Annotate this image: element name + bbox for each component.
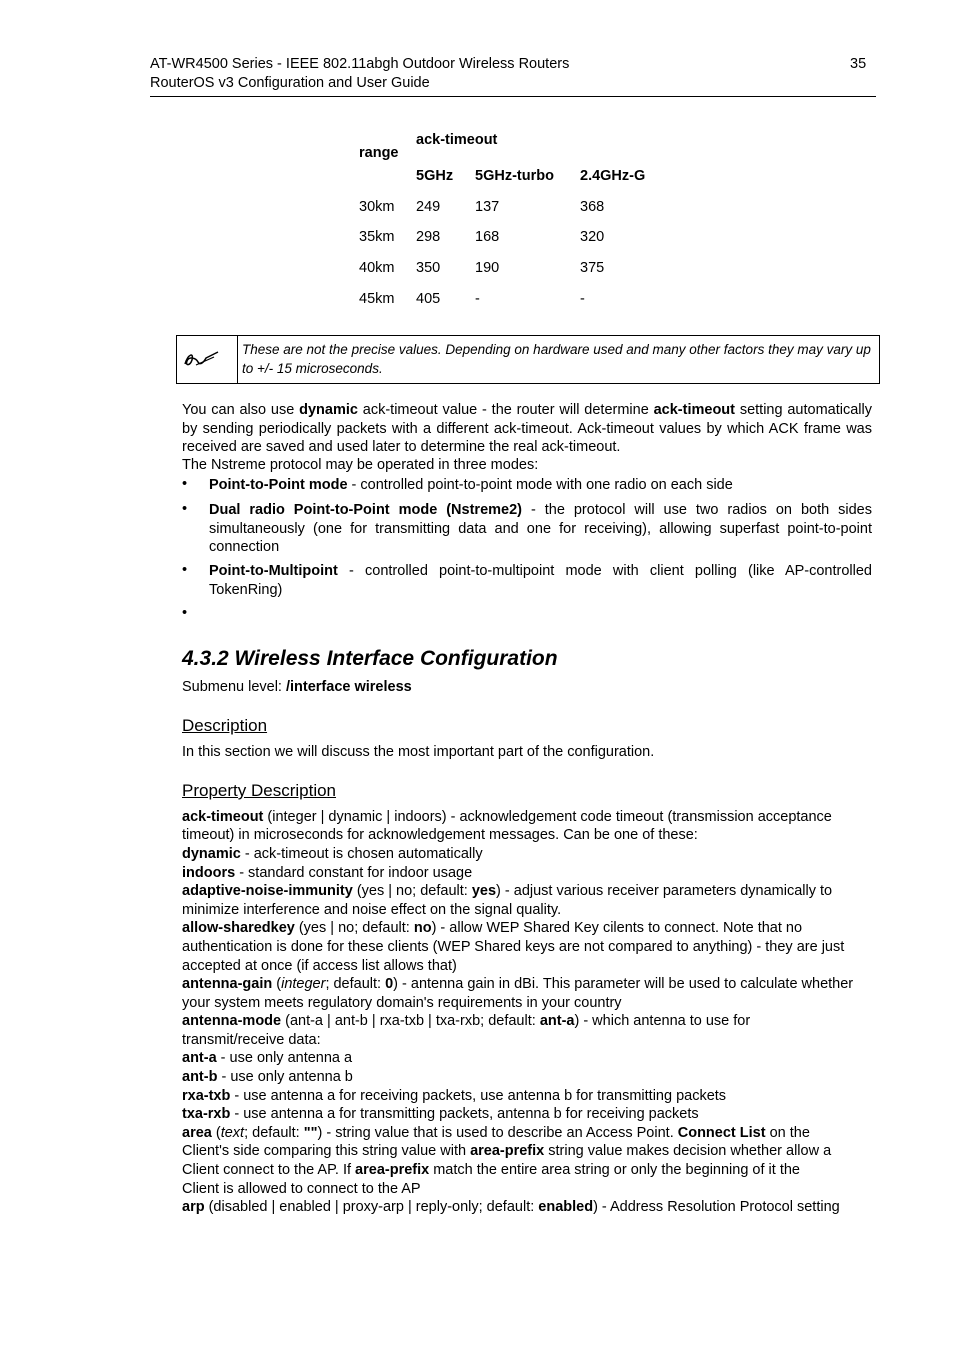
table-cell: 45km: [359, 291, 395, 307]
description-text: In this section we will discuss the most important part of the configuration.: [182, 744, 655, 760]
note-icon-cell: [177, 336, 238, 383]
text-run: ; default:: [325, 976, 386, 992]
bold-term: dynamic: [182, 846, 241, 862]
note-box: [176, 335, 880, 384]
bold-term: arp: [182, 1199, 205, 1215]
header-title: AT-WR4500 Series - IEEE 802.11abgh Outdoor Wireless Routers: [150, 56, 570, 72]
text-run: - controlled point-to-point mode with one radio on each side: [347, 477, 733, 493]
bold-term: ant-a: [539, 1013, 575, 1029]
text-run: string value makes decision whether allow a: [544, 1143, 832, 1159]
nstreme-intro: The Nstreme protocol may be operated in three modes:: [182, 457, 539, 473]
property-line: [182, 1050, 352, 1066]
property-line: accepted at once (if access list allows that): [182, 958, 457, 974]
bold-term: ack-timeout: [182, 809, 264, 825]
table-subheader: 5GHz-turbo: [475, 168, 554, 184]
header-rule: [150, 96, 876, 97]
bullet-icon: •: [182, 501, 188, 517]
text-run: ) - antenna gain in dBi. This parameter will be used to calculate whether: [393, 976, 854, 992]
italic-term: integer: [281, 976, 326, 992]
table-cell: 298: [416, 229, 441, 245]
note-text: These are not the precise values. Depending on hardware used and many other factors they may vary up to +/- 15 microseconds.: [242, 342, 871, 376]
table-cell: 35km: [359, 229, 395, 245]
bold-term: "": [303, 1125, 318, 1141]
table-cell: 350: [416, 260, 441, 276]
text-run: (ant-a | ant-b | rxa-txb | txa-rxb; default:: [281, 1013, 540, 1029]
bold-term: ant-a: [182, 1050, 217, 1066]
property-line: [182, 1125, 810, 1141]
list-item: [209, 501, 872, 557]
property-line: minimize interference and noise effect on the signal quality.: [182, 902, 562, 918]
text-run: on the: [765, 1125, 810, 1141]
property-line: [182, 1143, 831, 1159]
text-run: - standard constant for indoor usage: [235, 865, 473, 881]
bold-term: enabled: [538, 1199, 594, 1215]
intro-paragraph: [182, 401, 872, 457]
text-run: - ack-timeout is chosen automatically: [240, 846, 483, 862]
property-line: [182, 976, 853, 992]
table-cell: 375: [580, 260, 605, 276]
bold-term: area-prefix: [355, 1162, 430, 1178]
section-heading: 4.3.2 Wireless Interface Configuration: [182, 647, 558, 670]
list-item: [209, 562, 872, 599]
property-line: [182, 1106, 699, 1122]
bullet-icon: •: [182, 605, 188, 621]
text-run: ) - Address Resolution Protocol setting: [593, 1199, 840, 1215]
text-run: (integer | dynamic | indoors) - acknowledgement code timeout (transmission acceptance: [263, 809, 832, 825]
text-run: setting automatically by sending periodically packets with a different ack-timeout. Ack-timeout values by which ACK frame was received are saved and used later to determine the real ack-timeout.: [182, 402, 872, 456]
bullet-icon: •: [182, 562, 188, 578]
table-cell: 40km: [359, 260, 395, 276]
table-cell: 168: [475, 229, 500, 245]
italic-term: text: [220, 1125, 245, 1141]
bold-term: area-prefix: [470, 1143, 545, 1159]
bold-term: antenna-mode: [182, 1013, 282, 1029]
text-run: ) - which antenna to use for: [574, 1013, 751, 1029]
property-line: [182, 846, 483, 862]
property-heading: Property Description: [182, 781, 337, 800]
table-subheader: 5GHz: [416, 168, 454, 184]
text-run: - controlled point-to-multipoint mode with client polling (like AP-controlled TokenRing): [209, 563, 872, 598]
text-run: - the protocol will use two radios on both sides simultaneously (one for transmitting data and one for receiving), allowing superfast point-to-point connection: [209, 502, 872, 556]
table-cell: 137: [475, 199, 500, 215]
text-run: ; default:: [244, 1125, 304, 1141]
text-run: You can also use: [182, 402, 300, 418]
text-run: ) - adjust various receiver parameters dynamically to: [496, 883, 833, 899]
list-item: [209, 476, 872, 495]
table-cell: -: [580, 291, 585, 307]
table-cell: 190: [475, 260, 500, 276]
page-number: 35: [850, 56, 867, 72]
text-run: ack-timeout value - the router will determine: [357, 402, 654, 418]
property-line: [182, 1088, 726, 1104]
table-cell: 30km: [359, 199, 395, 215]
table-cell: 249: [416, 199, 441, 215]
bold-term: indoors: [182, 865, 236, 881]
property-line: [182, 883, 832, 899]
bold-term: area: [182, 1125, 212, 1141]
property-line: timeout) in microseconds for acknowledgement messages. Can be one of these:: [182, 827, 698, 843]
property-line: [182, 1199, 840, 1215]
pen-note-icon: [182, 346, 222, 372]
table-header-range: range: [359, 145, 399, 161]
bold-term: no: [413, 920, 432, 936]
text-run: Client connect to the AP. If: [182, 1162, 356, 1178]
submenu-line: [182, 679, 412, 695]
text-run: match the entire area string or only the beginning of it the: [429, 1162, 800, 1178]
submenu-path: /interface wireless: [285, 679, 412, 695]
bold-term: allow-sharedkey: [182, 920, 295, 936]
text-run: (yes | no; default:: [294, 920, 414, 936]
text-run: Submenu level:: [182, 679, 286, 695]
bold-term: Connect List: [677, 1125, 766, 1141]
table-cell: 320: [580, 229, 605, 245]
bold-term: ack-timeout: [653, 402, 735, 418]
text-run: (: [272, 976, 282, 992]
bold-term: 0: [385, 976, 394, 992]
property-line: your system meets regulatory domain's requirements in your country: [182, 995, 622, 1011]
text-run: - use antenna a for receiving packets, use antenna b for transmitting packets: [230, 1088, 727, 1104]
text-run: - use antenna a for transmitting packets, antenna b for receiving packets: [230, 1106, 699, 1122]
property-line: [182, 809, 832, 825]
bold-term: txa-rxb: [182, 1106, 231, 1122]
text-run: - use only antenna b: [217, 1069, 353, 1085]
bold-term: dynamic: [299, 402, 358, 418]
property-line: [182, 865, 472, 881]
text-run: - use only antenna a: [216, 1050, 353, 1066]
bold-term: rxa-txb: [182, 1088, 231, 1104]
table-header-ack-timeout: ack-timeout: [416, 132, 498, 148]
bold-term: Point-to-Point mode: [209, 477, 348, 493]
table-cell: 405: [416, 291, 441, 307]
text-run: (disabled | enabled | proxy-arp | reply-only; default:: [204, 1199, 539, 1215]
table-cell: 368: [580, 199, 605, 215]
property-line: [182, 1069, 353, 1085]
text-run: ) - allow WEP Shared Key cilents to connect. Note that no: [431, 920, 803, 936]
bullet-icon: •: [182, 476, 188, 492]
text-run: ) - string value that is used to describe an Access Point.: [317, 1125, 678, 1141]
text-run: Client's side comparing this string value with: [182, 1143, 471, 1159]
property-line: transmit/receive data:: [182, 1032, 321, 1048]
bold-term: ant-b: [182, 1069, 218, 1085]
property-line: [182, 1162, 800, 1178]
text-run: (yes | no; default:: [352, 883, 472, 899]
bold-term: yes: [471, 883, 497, 899]
bold-term: antenna-gain: [182, 976, 273, 992]
bold-term: Point-to-Multipoint: [209, 563, 338, 579]
description-heading: Description: [182, 716, 268, 735]
text-run: (: [211, 1125, 221, 1141]
property-line: Client is allowed to connect to the AP: [182, 1181, 421, 1197]
property-line: [182, 1013, 750, 1029]
bold-term: Dual radio Point-to-Point mode (Nstreme2): [209, 502, 522, 518]
bold-term: adaptive-noise-immunity: [182, 883, 353, 899]
property-line: [182, 920, 802, 936]
table-subheader: 2.4GHz-G: [580, 168, 646, 184]
header-subtitle: RouterOS v3 Configuration and User Guide: [150, 75, 430, 91]
property-line: authentication is done for these clients (WEP Shared keys are not compared to anything) - they are just: [182, 939, 845, 955]
table-cell: -: [475, 291, 480, 307]
